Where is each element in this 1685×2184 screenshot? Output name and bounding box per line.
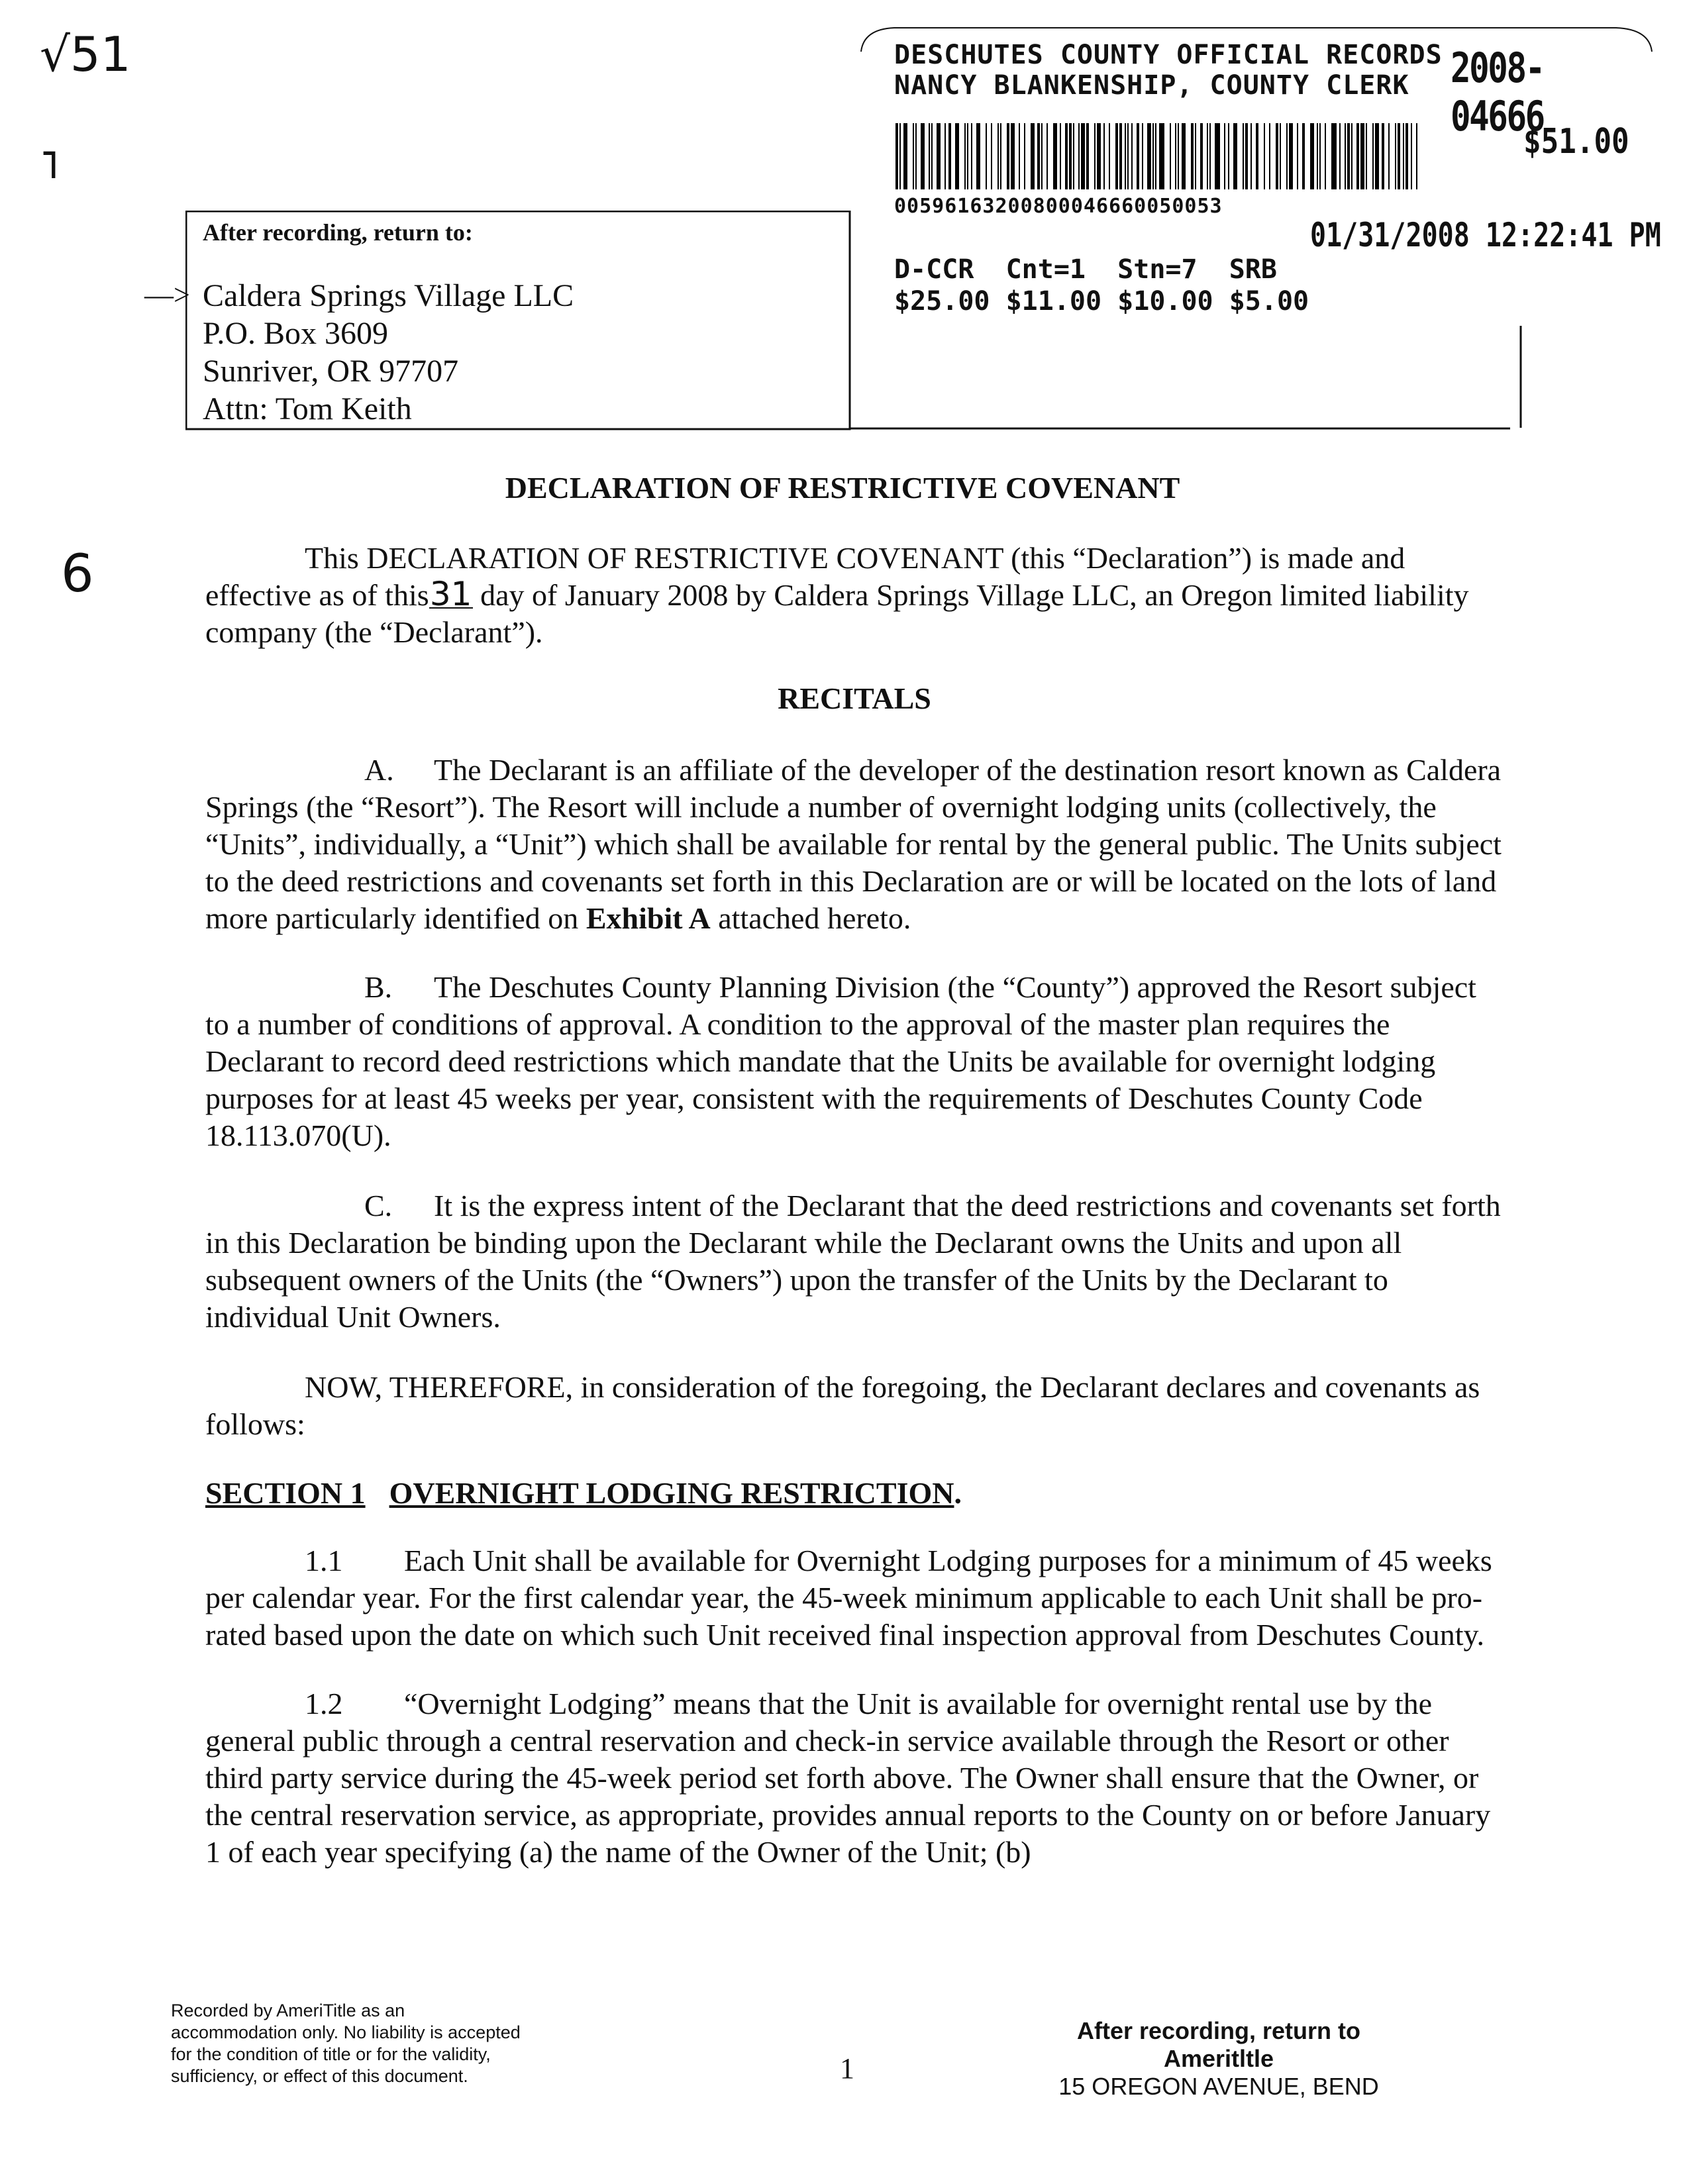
barcode-bar xyxy=(991,123,992,189)
exhibit-a-ref: Exhibit A xyxy=(586,901,711,935)
barcode-bar xyxy=(1398,123,1400,189)
barcode-bar xyxy=(971,123,972,189)
barcode-bar xyxy=(1289,123,1293,189)
barcode-bar xyxy=(1125,123,1126,189)
intro-paragraph xyxy=(205,540,1504,651)
barcode-bar xyxy=(1155,123,1156,189)
section-1-label: SECTION 1 xyxy=(205,1476,366,1510)
barcode-bar xyxy=(1037,123,1040,189)
barcode-bar xyxy=(1302,123,1305,189)
barcode-bar xyxy=(1366,123,1367,189)
barcode-bar xyxy=(1224,123,1225,189)
recital-c-text: It is the express intent of the Declarant that the deed restrictions and covenants set forth in this Declaration be binding upon the Declarant while the Declarant owns the Units and upon all subsequent owners of the Units (the “Owners”) upon the transfer of the Units by the Declarant to individual Unit Owners. xyxy=(205,1189,1501,1334)
barcode-bar xyxy=(1319,123,1321,189)
barcode-bar xyxy=(1175,123,1176,189)
barcode-bar xyxy=(964,123,966,189)
recital-a xyxy=(205,752,1504,937)
return-box-heading: After recording, return to: xyxy=(203,219,473,246)
handwritten-day: 31 xyxy=(429,575,472,613)
barcode-bar xyxy=(1372,123,1374,189)
footer-disclaimer: Recorded by AmeriTitle as an accommodation only. No liability is accepted for the condition of title or for the validity, sufficiency, or effect of this document. xyxy=(171,2001,521,2086)
barcode-bar xyxy=(1137,123,1139,189)
barcode-bar xyxy=(1416,123,1417,189)
barcode-bar xyxy=(1178,123,1179,189)
barcode-bar xyxy=(1094,123,1096,189)
barcode-bar xyxy=(986,123,987,189)
barcode-bar xyxy=(1245,123,1248,189)
barcode-bar xyxy=(937,123,941,189)
barcode-bar xyxy=(913,123,914,189)
paragraph-1-1-text: Each Unit shall be available for Overnight Lodging purposes for a minimum of 45 weeks per calendar year. For the first calendar year, the 45-week minimum applicable to each Unit shall be pro-rated based upon the date on which such Unit received final inspection approval from Deschutes County. xyxy=(205,1544,1492,1652)
barcode-bar xyxy=(1351,123,1353,189)
barcode-bar xyxy=(1086,123,1089,189)
barcode-bar xyxy=(929,123,930,189)
barcode-bar xyxy=(1280,123,1281,189)
return-line-1: Caldera Springs Village LLC xyxy=(203,278,574,313)
recital-b xyxy=(205,969,1504,1154)
barcode-bar xyxy=(1159,123,1164,189)
barcode-bar xyxy=(1007,123,1009,189)
barcode-bar xyxy=(1103,123,1105,189)
barcode-bar xyxy=(895,123,898,189)
barcode-bar xyxy=(1395,123,1396,189)
barcode-bar xyxy=(903,123,907,189)
handwritten-margin-number: 6 xyxy=(61,544,94,604)
barcode-bar xyxy=(1060,123,1061,189)
paragraph-1-2-label: 1.2 xyxy=(305,1687,343,1720)
stamp-codes: D-CCR Cnt=1 Stn=7 SRB xyxy=(894,254,1277,285)
barcode-bar xyxy=(945,123,946,189)
paragraph-1-1-label: 1.1 xyxy=(305,1544,343,1577)
barcode-bar xyxy=(1264,123,1265,189)
barcode-bar xyxy=(1233,123,1237,189)
barcode-bar xyxy=(1200,123,1203,189)
barcode-bar xyxy=(921,123,925,189)
recital-a-text: The Declarant is an affiliate of the developer of the destination resort known as Caldera Springs (the “Resort”). The Resort will include a number of overnight lodging units (collectively, the “Units”, individually, a “Unit”) which shall be available for rental by the general public. The Units subject to the deed restrictions and covenants set forth in this Declaration are or will be located on the lots of land more particularly identified on xyxy=(205,753,1502,935)
barcode-bar xyxy=(1339,123,1341,189)
barcode-bar xyxy=(1297,123,1298,189)
footer-return-block xyxy=(1007,2017,1431,2101)
paragraph-1-2-text: “Overnight Lodging” means that the Unit is available for overnight rental use by the general public through a central reservation and check-in service available through the Resort or other third party service during the 45-week period set forth above. The Owner shall ensure that the Owner, or the central reservation service, as appropriate, provides annual reports to the County on or before January 1 of each year specifying (a) the name of the Owner of the Unit; (b) xyxy=(205,1687,1491,1869)
barcode-bar xyxy=(1011,123,1015,189)
barcode-bar xyxy=(1041,123,1043,189)
barcode-bar xyxy=(1170,123,1171,189)
barcode-bar xyxy=(1228,123,1229,189)
barcode-bar xyxy=(1382,123,1384,189)
barcode-bar xyxy=(1073,123,1074,189)
recital-b-text: The Deschutes County Planning Division (the “County”) approved the Resort subject to a number of conditions of approval. A condition to the approval of the master plan requires the Declarant to record deed restrictions which mandate that the Units be available for overnight lodging purposes for at least 45 weeks per year, consistent with the requirements of Deschutes County Code 18.113.070(U). xyxy=(205,970,1476,1152)
barcode-bar xyxy=(1019,123,1020,189)
barcode-bar xyxy=(1078,123,1080,189)
recital-a-label: A. xyxy=(364,753,394,787)
barcode-bar xyxy=(1256,123,1258,189)
stamp-datetime: 01/31/2008 12:22:41 PM xyxy=(1310,216,1661,254)
barcode-bar xyxy=(1243,123,1244,189)
barcode-bar xyxy=(1207,123,1208,189)
barcode-bar xyxy=(1310,123,1314,189)
return-arrow: —> xyxy=(144,279,190,311)
stamp-fee-total: $51.00 xyxy=(1523,122,1629,162)
stamp-record-number: 2008-04666 xyxy=(1451,44,1544,140)
barcode-bar xyxy=(1081,123,1085,189)
barcode-bar xyxy=(1360,123,1364,189)
barcode-bar xyxy=(1405,123,1408,189)
section-1-heading xyxy=(205,1475,1504,1512)
recital-b-label: B. xyxy=(364,970,393,1004)
barcode-bar xyxy=(1411,123,1412,189)
barcode-bar xyxy=(1317,123,1318,189)
barcode-bar xyxy=(967,123,968,189)
stamp-barcode-number: 00596163200800046660050053 xyxy=(894,195,1223,218)
stamp-office-line2: NANCY BLANKENSHIP, COUNTY CLERK xyxy=(894,70,1409,101)
barcode-bar xyxy=(1127,123,1129,189)
barcode-bar xyxy=(1209,123,1211,189)
barcode-bar xyxy=(1053,123,1057,189)
return-line-2: P.O. Box 3609 xyxy=(203,316,389,351)
barcode-bar xyxy=(1215,123,1220,189)
document-body xyxy=(205,540,1504,1871)
paragraph-1-1 xyxy=(205,1542,1504,1654)
recital-a-text-end: attached hereto. xyxy=(718,901,911,935)
handwritten-tick: ˥ xyxy=(40,142,59,187)
barcode-bar xyxy=(1147,123,1151,189)
barcode-bar xyxy=(931,123,933,189)
barcode-bar xyxy=(1069,123,1072,189)
intro-text-end: day of January 2008 by Caldera Springs Village LLC, an Oregon limited liability company (the “Declarant”). xyxy=(205,578,1469,649)
barcode-bar xyxy=(1375,123,1379,189)
barcode-bar xyxy=(1356,123,1359,189)
barcode-bar xyxy=(948,123,951,189)
barcode-bar xyxy=(1331,123,1337,189)
paragraph-1-2 xyxy=(205,1685,1504,1871)
intro-text-start: This DECLARATION OF RESTRICTIVE COVENANT (this “Declaration”) is made and effective as of this xyxy=(205,541,1405,612)
recital-c-label: C. xyxy=(364,1189,393,1222)
barcode-bar xyxy=(1097,123,1101,189)
barcode-bar xyxy=(1388,123,1390,189)
footer-return-line-3: 15 OREGON AVENUE, BEND xyxy=(1058,2073,1379,2100)
barcode-bar xyxy=(1047,123,1048,189)
barcode-bar xyxy=(997,123,999,189)
barcode-bar xyxy=(1031,123,1035,189)
handwritten-mark: √51 xyxy=(40,26,131,82)
barcode-bar xyxy=(1109,123,1110,189)
barcode-bar xyxy=(1000,123,1001,189)
barcode-bar xyxy=(1182,123,1186,189)
barcode-bar xyxy=(1251,123,1252,189)
page-number: 1 xyxy=(840,2052,854,2085)
barcode-bar xyxy=(1191,123,1194,189)
barcode-bar xyxy=(899,123,901,189)
return-line-3: Sunriver, OR 97707 xyxy=(203,354,459,389)
barcode-bar xyxy=(1065,123,1068,189)
return-line-4: Attn: Tom Keith xyxy=(203,391,412,426)
barcode-bar xyxy=(1269,123,1270,189)
barcode-bar xyxy=(1131,123,1133,189)
barcode-bar xyxy=(915,123,917,189)
barcode-bar xyxy=(1403,123,1404,189)
footer-return-line-1: After recording, return to xyxy=(1076,2017,1361,2044)
section-1-title: OVERNIGHT LODGING RESTRICTION xyxy=(389,1476,954,1510)
barcode-bar xyxy=(1115,123,1118,189)
document-title: DECLARATION OF RESTRICTIVE COVENANT xyxy=(505,471,1180,505)
now-therefore-paragraph: NOW, THEREFORE, in consideration of the foregoing, the Declarant declares and covenants as follows: xyxy=(205,1370,1480,1441)
barcode-bar xyxy=(1276,123,1278,189)
barcode-bar xyxy=(1142,123,1143,189)
recitals-heading: RECITALS xyxy=(778,681,931,715)
barcode-bar xyxy=(1024,123,1025,189)
barcode-bar xyxy=(1152,123,1154,189)
barcode-bar xyxy=(1325,123,1326,189)
barcode-bar xyxy=(1345,123,1346,189)
stamp-office-line1: DESCHUTES COUNTY OFFICIAL RECORDS xyxy=(894,40,1443,70)
barcode-bar xyxy=(1119,123,1122,189)
footer-return-line-2: Ameritltle xyxy=(1163,2045,1274,2072)
barcode-bar xyxy=(976,123,980,189)
return-address xyxy=(203,277,574,428)
barcode-bar xyxy=(1195,123,1196,189)
stamp-fees: $25.00 $11.00 $10.00 $5.00 xyxy=(894,286,1309,317)
section-1-period: . xyxy=(954,1476,962,1510)
recital-c xyxy=(205,1187,1504,1336)
barcode-bar xyxy=(955,123,959,189)
barcode-bar xyxy=(1286,123,1288,189)
barcode-bar xyxy=(1347,123,1350,189)
